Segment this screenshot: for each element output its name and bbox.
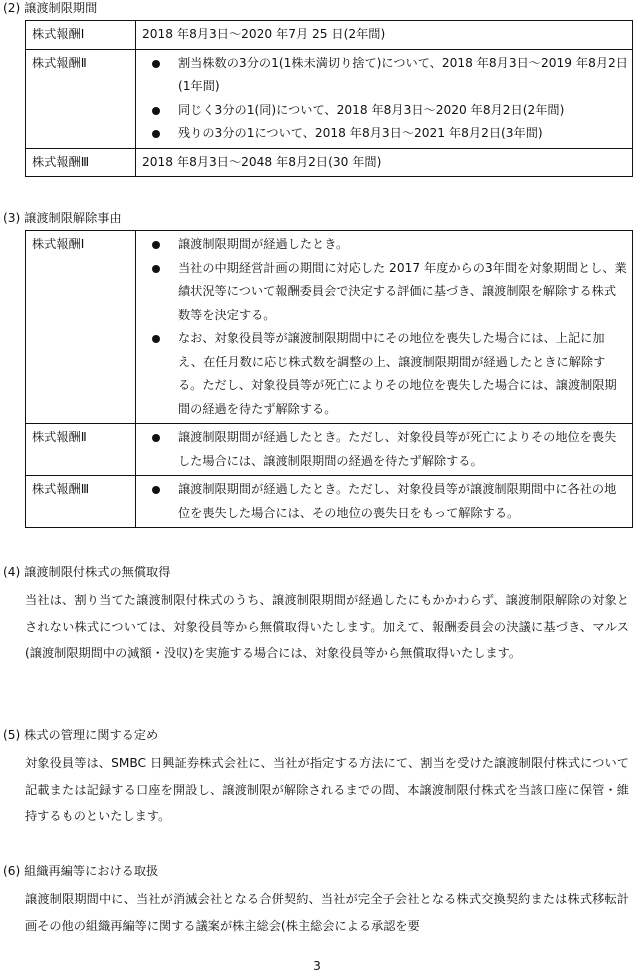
- table-row: [26, 424, 633, 476]
- section-5-heading: (5) 株式の管理に関する定め: [3, 728, 159, 742]
- section-6-body: 譲渡制限期間中に、当社が消滅会社となる合併契約、当社が完全子会社となる株式交換契約または株式移転計画その他の組織再編等に関する議案が株主総会(株主総会による承認を要: [25, 892, 629, 933]
- bullet-item: 譲渡制限期間が経過したとき。: [142, 233, 628, 257]
- section-4-body: 当社は、割り当てた譲渡制限付株式のうち、譲渡制限期間が経過したにもかかわらず、譲渡制限解除の対象とされない株式については、対象役員等から無償取得いたします。加えて、報酬委員会の決議に基づき、マルス(譲渡制限期間中の減額・没収)を実施する場合には、対象役員等から無償取得いたします。: [25, 593, 629, 660]
- row-label: 株式報酬Ⅰ: [26, 21, 136, 50]
- row-label: 株式報酬Ⅱ: [26, 424, 136, 476]
- row-label: 株式報酬Ⅱ: [26, 49, 136, 148]
- bullet-icon: [152, 130, 160, 138]
- transfer-restriction-period-table: [25, 20, 633, 177]
- section-4-heading: (4) 譲渡制限付株式の無償取得: [3, 565, 171, 579]
- table-row: [26, 231, 633, 424]
- bullet-item: 譲渡制限期間が経過したとき。ただし、対象役員等が譲渡制限期間中に各社の地位を喪失した場合には、その地位の喪失日をもって解除する。: [142, 478, 628, 525]
- section-6-heading: (6) 組織再編等における取扱: [3, 864, 159, 878]
- bullet-icon: [152, 265, 160, 273]
- row-label: 株式報酬Ⅲ: [26, 148, 136, 177]
- bullet-icon: [152, 107, 160, 115]
- row-text: 2018 年8月3日～2020 年7月 25 日(2年間): [136, 21, 633, 50]
- bullet-item: 譲渡制限期間が経過したとき。ただし、対象役員等が死亡によりその地位を喪失した場合には、譲渡制限期間の経過を待たず解除する。: [142, 426, 628, 473]
- bullet-icon: [152, 241, 160, 249]
- restriction-release-table: [25, 230, 633, 528]
- bullet-item: なお、対象役員等が譲渡制限期間中にその地位を喪失した場合には、上記に加え、在任月数に応じ株式数を調整の上、譲渡制限期間が経過したときに解除する。ただし、対象役員等が死亡によりその地位を喪失した場合には、譲渡制限期間の経過を待たず解除する。: [142, 327, 628, 421]
- row-label: 株式報酬Ⅲ: [26, 476, 136, 528]
- bullet-item: 割当株数の3分の1(1株未満切り捨て)について、2018 年8月3日～2019 年8月2日(1年間): [142, 52, 628, 99]
- bullet-item: 同じく3分の1(同)について、2018 年8月3日～2020 年8月2日(2年間): [142, 99, 628, 123]
- bullet-icon: [152, 60, 160, 68]
- table-row: [26, 476, 633, 528]
- bullet-icon: [152, 486, 160, 494]
- bullet-item: 当社の中期経営計画の期間に対応した 2017 年度からの3年間を対象期間とし、業績状況等について報酬委員会で決定する評価に基づき、譲渡制限を解除する株式数等を決定する。: [142, 257, 628, 328]
- bullet-icon: [152, 335, 160, 343]
- section-2-heading: (2) 譲渡制限期間: [3, 1, 98, 15]
- bullet-icon: [152, 434, 160, 442]
- table-row: [26, 49, 633, 148]
- table-row: [26, 21, 633, 50]
- row-label: 株式報酬Ⅰ: [26, 231, 136, 424]
- table-row: [26, 148, 633, 177]
- page-number: 3: [313, 959, 321, 973]
- section-3-heading: (3) 譲渡制限解除事由: [3, 211, 122, 225]
- bullet-item: 残りの3分の1について、2018 年8月3日～2021 年8月2日(3年間): [142, 122, 628, 146]
- section-5-body: 対象役員等は、SMBC 日興証券株式会社に、当社が指定する方法にて、割当を受けた譲渡制限付株式について記載または記録する口座を開設し、譲渡制限が解除されるまでの間、本譲渡制限付株式を当該口座に保管・維持するものといたします。: [25, 756, 629, 823]
- row-text: 2018 年8月3日～2048 年8月2日(30 年間): [136, 148, 633, 177]
